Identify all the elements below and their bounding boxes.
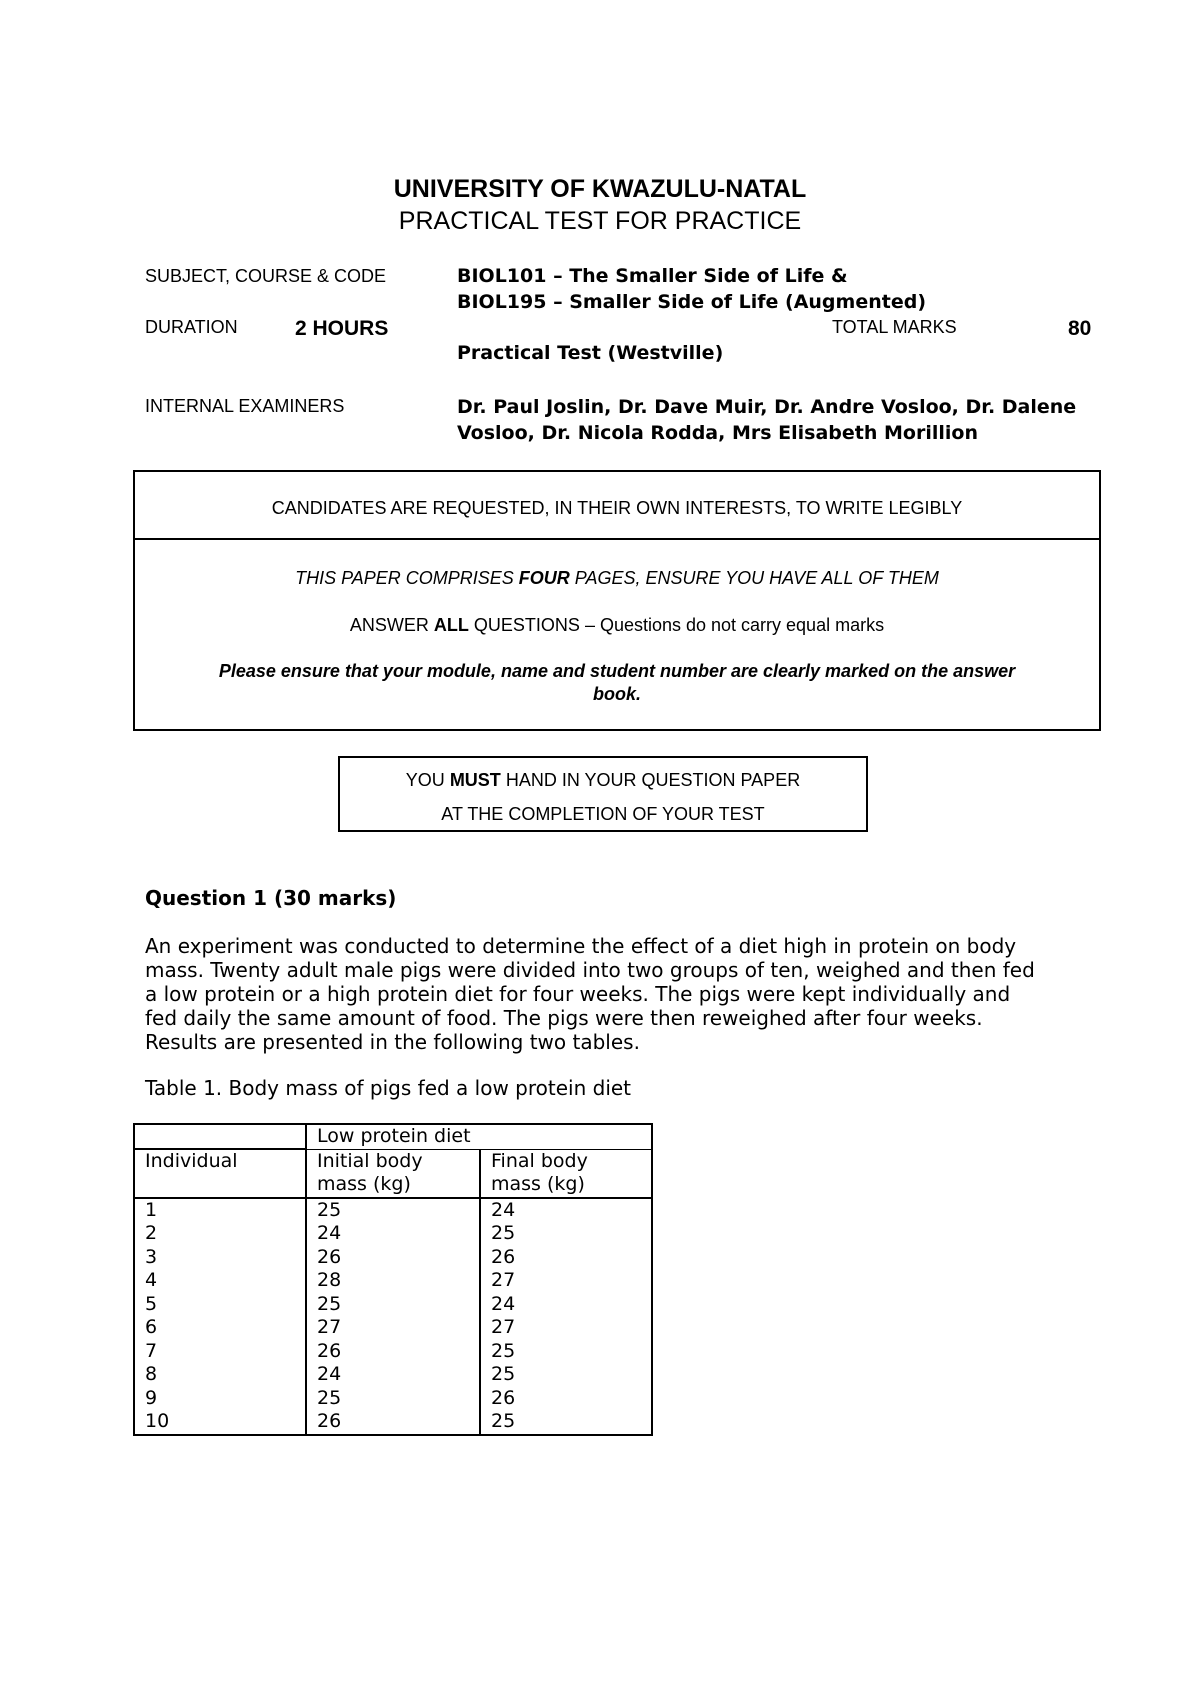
answer-notice: ANSWER ALL QUESTIONS – Questions do not carry equal marks <box>349 615 885 635</box>
examiners-label: INTERNAL EXAMINERS <box>145 396 345 416</box>
legibility-notice: CANDIDATES ARE REQUESTED, IN THEIR OWN INTERESTS, TO WRITE LEGIBLY <box>271 498 963 518</box>
examiners-line-2: Vosloo, Dr. Nicola Rodda, Mrs Elisabeth Morillion <box>457 422 978 444</box>
table-1 <box>133 1123 653 1436</box>
total-marks-label: TOTAL MARKS <box>832 317 957 337</box>
subject-line-1: BIOL101 – The Smaller Side of Life & <box>457 265 848 287</box>
subject-line-2: BIOL195 – Smaller Side of Life (Augmented) <box>457 291 926 313</box>
group-header: Low protein diet <box>306 1124 652 1149</box>
question-1-title: Question 1 (30 marks) <box>145 886 397 910</box>
legibility-box <box>133 470 1101 540</box>
table-row <box>134 1198 652 1435</box>
individual-cell: 1 2 3 4 5 6 7 8 9 10 <box>134 1198 306 1435</box>
test-name: Practical Test (Westville) <box>457 342 724 364</box>
ensure-notice-line-1: Please ensure that your module, name and student number are clearly marked on the answer <box>218 661 1016 681</box>
duration-value: 2 HOURS <box>295 317 389 340</box>
subject-label: SUBJECT, COURSE & CODE <box>145 266 387 286</box>
ensure-notice-line-2: book. <box>593 684 641 704</box>
duration-label: DURATION <box>145 317 238 337</box>
col-header-final: Final body mass (kg) <box>480 1149 652 1198</box>
hand-in-line-1: YOU MUST HAND IN YOUR QUESTION PAPER <box>405 770 801 790</box>
university-name: UNIVERSITY OF KWAZULU-NATAL <box>393 175 807 203</box>
pages-notice: THIS PAPER COMPRISES FOUR PAGES, ENSURE YOU HAVE ALL OF THEM <box>295 568 939 588</box>
table-1-caption: Table 1. Body mass of pigs fed a low protein diet <box>145 1076 632 1100</box>
col-header-individual: Individual <box>134 1149 306 1198</box>
col-header-initial: Initial body mass (kg) <box>306 1149 480 1198</box>
total-marks-value: 80 <box>1068 317 1092 340</box>
test-title: PRACTICAL TEST FOR PRACTICE <box>398 207 802 235</box>
final-mass-cell: 24 25 26 27 24 27 25 25 26 25 <box>480 1198 652 1435</box>
examiners-line-1: Dr. Paul Joslin, Dr. Dave Muir, Dr. Andre Vosloo, Dr. Dalene <box>457 396 1077 418</box>
hand-in-box <box>338 756 868 832</box>
question-1-paragraph: An experiment was conducted to determine the effect of a diet high in protein on body mass. Twenty adult male pigs were divided into two groups of ten, weighed and then fed a low protein or a high protein diet for four weeks. The pigs were kept individually and fed daily the same amount of food. The pigs were then reweighed after four weeks. Results are presented in the following two tables. <box>145 934 1035 1054</box>
hand-in-line-2: AT THE COMPLETION OF YOUR TEST <box>441 804 765 824</box>
instructions-box <box>133 538 1101 731</box>
initial-mass-cell: 25 24 26 28 25 27 26 24 25 26 <box>306 1198 480 1435</box>
